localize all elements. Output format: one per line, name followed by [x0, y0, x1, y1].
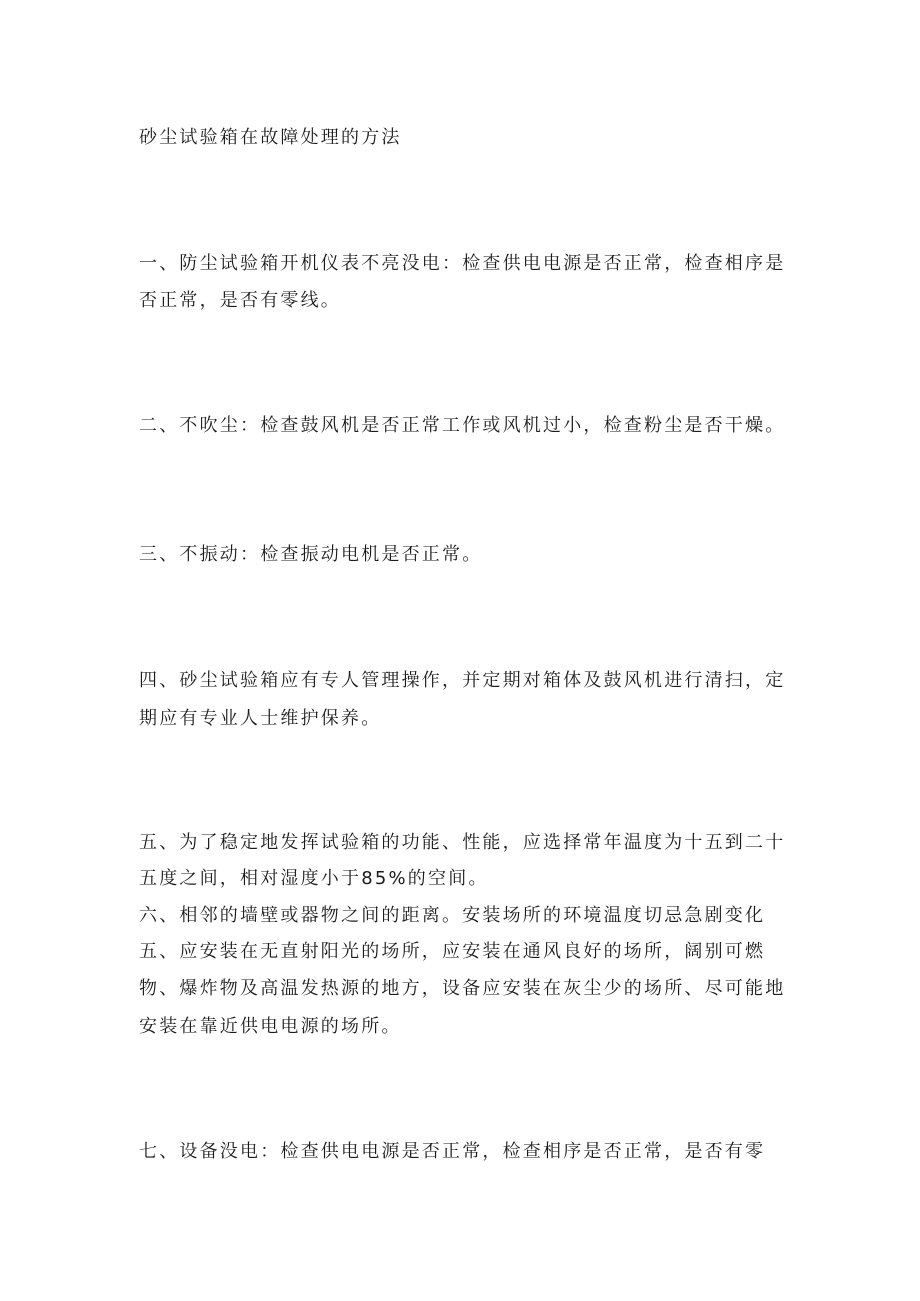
paragraph-7-line-2: 物、爆炸物及高温发热源的地方，设备应安装在灰尘少的场所、尽可能地 [139, 978, 786, 999]
paragraph-4-line-2: 期应有专业人士维护保养。 [139, 708, 382, 729]
paragraph-1-line-1: 一、防尘试验箱开机仪表不亮没电：检查供电电源是否正常，检查相序是 [139, 253, 786, 274]
paragraph-7-line-1: 五、应安装在无直射阳光的场所，应安装在通风良好的场所，阔别可燃 [139, 941, 766, 962]
paragraph-8-line-1: 七、设备没电：检查供电电源是否正常，检查相序是否正常，是否有零 [139, 1141, 766, 1162]
paragraph-5-line-2: 五度之间，相对湿度小于85%的空间。 [139, 868, 489, 889]
paragraph-3-line-1: 三、不振动：检查振动电机是否正常。 [139, 544, 483, 565]
paragraph-5-line-1: 五、为了稳定地发挥试验箱的功能、性能，应选择常年温度为十五到二十 [139, 832, 786, 853]
document-title: 砂尘试验箱在故障处理的方法 [139, 127, 402, 148]
paragraph-2-line-1: 二、不吹尘：检查鼓风机是否正常工作或风机过小，检查粉尘是否干燥。 [139, 415, 786, 436]
paragraph-7-line-3: 安装在靠近供电电源的场所。 [139, 1016, 402, 1037]
paragraph-6-line-1: 六、相邻的墙壁或器物之间的距离。安装场所的环境温度切忌急剧变化 [139, 905, 766, 926]
paragraph-4-line-1: 四、砂尘试验箱应有专人管理操作，并定期对箱体及鼓风机进行清扫，定 [139, 670, 786, 691]
paragraph-1-line-2: 否正常，是否有零线。 [139, 290, 341, 311]
